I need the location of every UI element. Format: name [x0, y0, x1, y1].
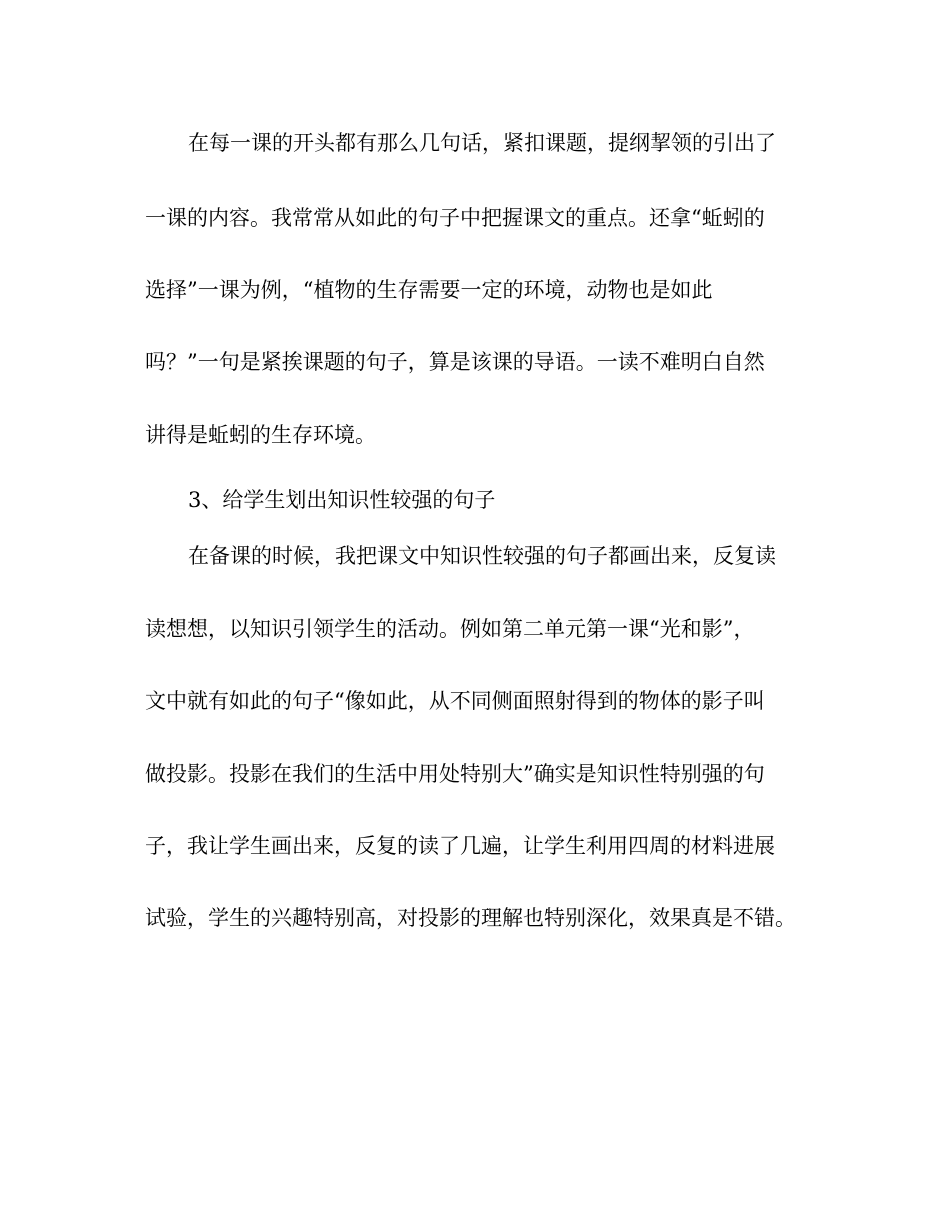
paragraph-line-8: 读想想，以知识引领学生的活动。例如第二单元第一课“光和影”，	[145, 617, 755, 641]
paragraph-line-9: 文中就有如此的句子“像如此，从不同侧面照射得到的物体的影子叫	[145, 689, 765, 713]
paragraph-line-2: 一课的内容。我常常从如此的句子中把握课文的重点。还拿“蚯蚓的	[145, 206, 765, 230]
paragraph-line-4: 吗？”一句是紧挨课题的句子，算是该课的导语。一读不难明白自然	[145, 350, 765, 374]
paragraph-line-1: 在每一课的开头都有那么几句话，紧扣课题，提纲挈领的引出了	[188, 131, 776, 155]
paragraph-line-5: 讲得是蚯蚓的生存环境。	[145, 423, 376, 447]
section-heading: 3、给学生划出知识性较强的句子	[188, 488, 496, 512]
paragraph-line-7: 在备课的时候，我把课文中知识性较强的句子都画出来，反复读	[188, 544, 776, 568]
paragraph-line-12: 试验，学生的兴趣特别高，对投影的理解也特别深化，效果真是不错。	[145, 906, 796, 930]
paragraph-line-10: 做投影。投影在我们的生活中用处特别大”确实是知识性特别强的句	[145, 762, 765, 786]
paragraph-line-3: 选择”一课为例，“植物的生存需要一定的环境，动物也是如此	[145, 278, 713, 302]
paragraph-line-11: 子，我让学生画出来，反复的读了几遍，让学生利用四周的材料进展	[145, 834, 775, 858]
